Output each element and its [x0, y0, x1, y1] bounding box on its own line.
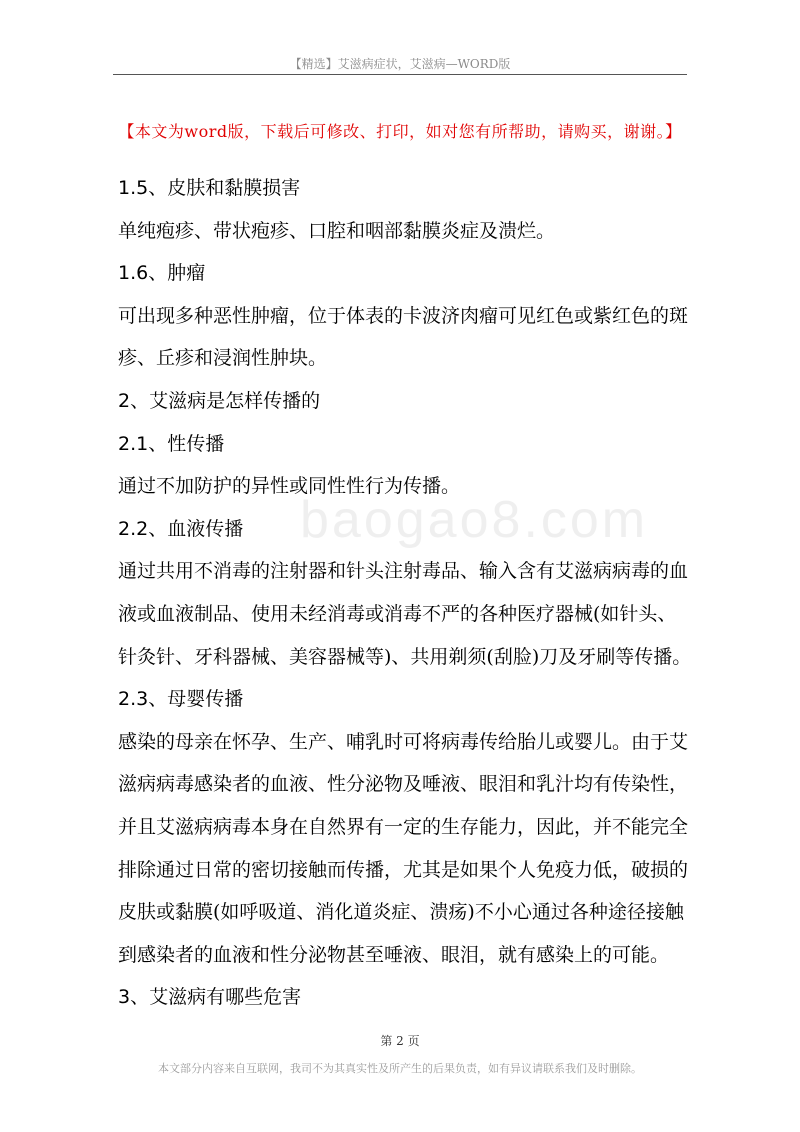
header-divider: [113, 74, 687, 75]
paragraph-line: 针灸针、牙科器械、美容器械等)、共用剃须(刮脸)刀及牙刷等传播。: [118, 645, 692, 668]
section-heading: 3、艾滋病有哪些危害: [118, 986, 302, 1009]
document-body: [118, 167, 692, 1019]
section-heading: 2.3、母婴传播: [118, 688, 244, 711]
paragraph-line: 单纯疱疹、带状疱疹、口腔和咽部黏膜炎症及溃烂。: [118, 219, 556, 242]
watermark: baogao8.com: [300, 491, 649, 549]
word-version-notice: 【本文为word版，下载后可修改、打印，如对您有所帮助，请购买，谢谢。】: [118, 122, 682, 141]
paragraph-line: 滋病病毒感染者的血液、性分泌物及唾液、眼泪和乳汁均有传染性，: [118, 773, 689, 796]
paragraph-line: 排除通过日常的密切接触而传播，尤其是如果个人免疫力低，破损的: [118, 858, 689, 881]
paragraph-line: 并且艾滋病病毒本身在自然界有一定的生存能力，因此，并不能完全: [118, 815, 689, 838]
paragraph-line: 液或血液制品、使用未经消毒或消毒不严的各种医疗器械(如针头、: [118, 602, 677, 625]
page-header: 【精选】艾滋病症状，艾滋病—WORD版: [289, 57, 511, 71]
paragraph-line: 疹、丘疹和浸润性肿块。: [118, 347, 328, 370]
paragraph-line: 到感染者的血液和性分泌物甚至唾液、眼泪，就有感染上的可能。: [118, 943, 670, 966]
section-heading: 2.2、血液传播: [118, 517, 244, 540]
section-heading: 2.1、性传播: [118, 432, 225, 455]
paragraph-line: 皮肤或黏膜(如呼吸道、消化道炎症、溃疡)不小心通过各种途径接触: [118, 901, 684, 924]
paragraph-line: 通过共用不消毒的注射器和针头注射毒品、输入含有艾滋病病毒的血: [118, 560, 689, 583]
page-number: 第 2 页: [380, 1034, 420, 1048]
section-heading: 2、艾滋病是怎样传播的: [118, 389, 321, 412]
footer-disclaimer: 本文部分内容来自互联网，我司不为其真实性及所产生的后果负责，如有异议请联系我们及时删除。: [158, 1062, 642, 1075]
paragraph-line: 可出现多种恶性肿瘤，位于体表的卡波济肉瘤可见红色或紫红色的斑: [118, 304, 689, 327]
paragraph-line: 感染的母亲在怀孕、生产、哺乳时可将病毒传给胎儿或婴儿。由于艾: [118, 730, 689, 753]
section-heading: 1.6、肿瘤: [118, 262, 206, 285]
paragraph-line: 通过不加防护的异性或同性性行为传播。: [118, 475, 461, 498]
section-heading: 1.5、皮肤和黏膜损害: [118, 177, 301, 199]
